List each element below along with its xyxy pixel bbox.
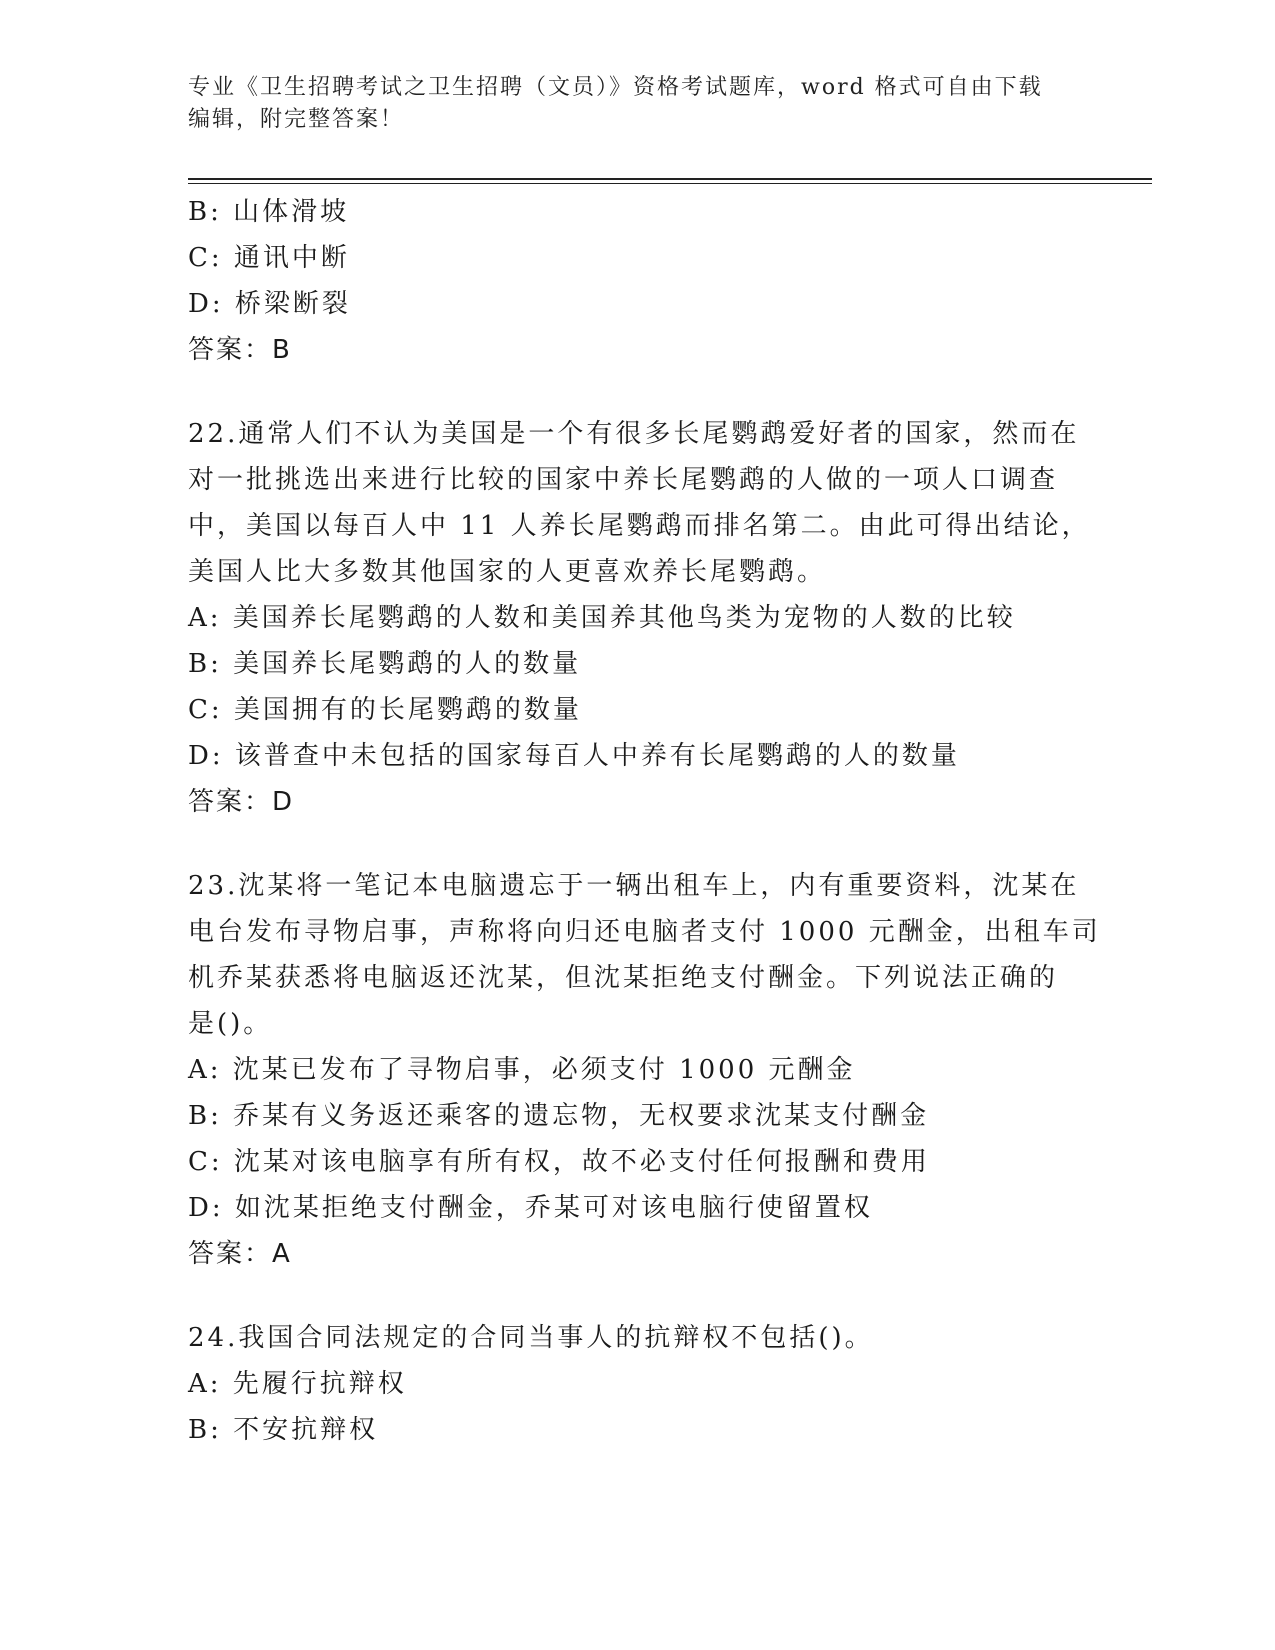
question-text-line: 24.我国合同法规定的合同当事人的抗辩权不包括()。 (188, 1323, 874, 1353)
option-b: B: 不安抗辩权 (188, 1415, 379, 1445)
spacer (188, 373, 1088, 411)
question-22 (188, 411, 1091, 825)
question-text-line: 22.通常人们不认为美国是一个有很多长尾鹦鹉爱好者的国家，然而在 (188, 419, 1080, 449)
prev-question-block (188, 189, 1088, 373)
header-divider-thick (188, 178, 1152, 180)
option-d: D: 如沈某拒绝支付酬金，乔某可对该电脑行使留置权 (188, 1193, 873, 1223)
question-text-line: 中，美国以每百人中 11 人养长尾鹦鹉而排名第二。由此可得出结论， (188, 511, 1091, 541)
option-a: A: 先履行抗辩权 (188, 1369, 407, 1399)
option-c: C: 美国拥有的长尾鹦鹉的数量 (188, 695, 582, 725)
answer-line: 答案：A (188, 1239, 292, 1269)
header-divider-thin (188, 183, 1152, 184)
spacer (188, 1277, 1088, 1315)
page-header (188, 72, 1088, 136)
question-text-line: 对一批挑选出来进行比较的国家中养长尾鹦鹉的人做的一项人口调查 (188, 465, 1059, 495)
header-line-2: 编辑，附完整答案！ (188, 107, 405, 132)
answer-line: 答案：D (188, 787, 295, 817)
question-text-line: 23.沈某将一笔记本电脑遗忘于一辆出租车上，内有重要资料，沈某在 (188, 871, 1080, 901)
question-text-line: 电台发布寻物启事，声称将向归还电脑者支付 1000 元酬金，出租车司 (188, 917, 1101, 947)
answer-line: 答案：B (188, 335, 292, 365)
option-c: C: 沈某对该电脑享有所有权，故不必支付任何报酬和费用 (188, 1147, 930, 1177)
header-line-1: 专业《卫生招聘考试之卫生招聘（文员）》资格考试题库，word 格式可自由下载 (188, 75, 1043, 100)
question-content (188, 189, 1101, 1453)
option-b: B: 乔某有义务返还乘客的遗忘物，无权要求沈某支付酬金 (188, 1101, 930, 1131)
option-b: B: 美国养长尾鹦鹉的人的数量 (188, 649, 582, 679)
option-d: D: 桥梁断裂 (188, 289, 351, 319)
question-text-line: 机乔某获悉将电脑返还沈某，但沈某拒绝支付酬金。下列说法正确的 (188, 963, 1059, 993)
option-a: A: 沈某已发布了寻物启事，必须支付 1000 元酬金 (188, 1055, 856, 1085)
question-23 (188, 863, 1101, 1277)
option-c: C: 通讯中断 (188, 243, 350, 273)
option-b: B: 山体滑坡 (188, 197, 350, 227)
question-text-line: 是()。 (188, 1009, 273, 1039)
spacer (188, 825, 1088, 863)
option-a: A: 美国养长尾鹦鹉的人数和美国养其他鸟类为宠物的人数的比较 (188, 603, 1016, 633)
question-text-line: 美国人比大多数其他国家的人更喜欢养长尾鹦鹉。 (188, 557, 827, 587)
option-d: D: 该普查中未包括的国家每百人中养有长尾鹦鹉的人的数量 (188, 741, 960, 771)
question-24 (188, 1315, 1088, 1453)
